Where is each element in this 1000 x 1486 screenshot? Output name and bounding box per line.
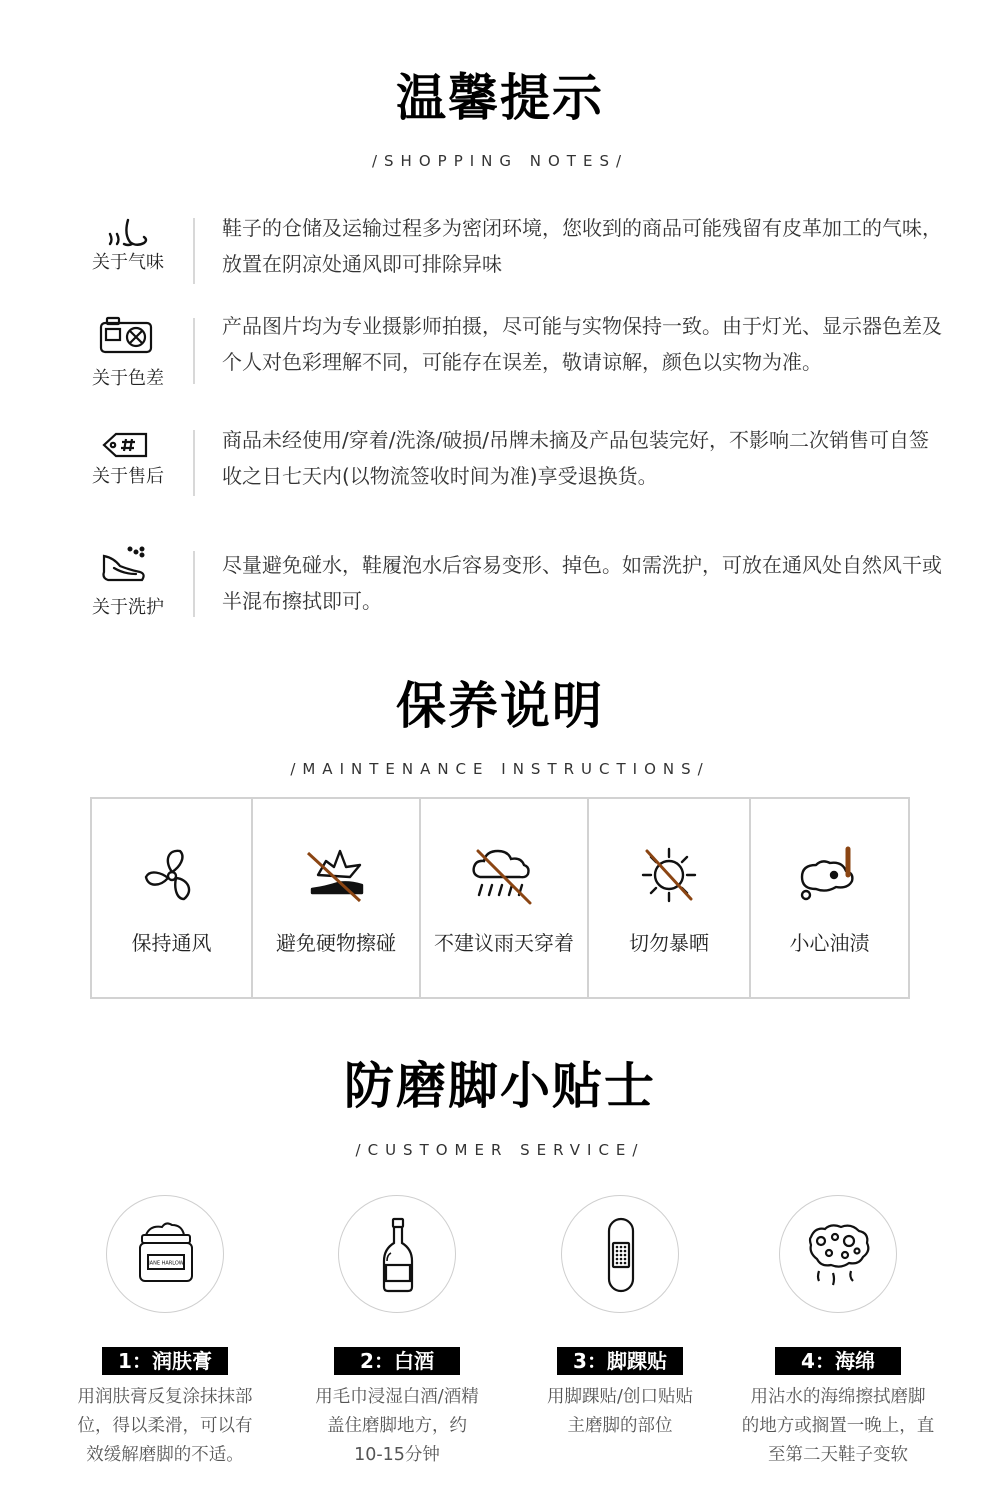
tip-bandage: [505, 1195, 735, 1475]
camera-icon: [98, 314, 154, 354]
divider: [193, 318, 195, 384]
jar-label-text: JANE HARLOW: [148, 1260, 184, 1267]
no-sun-icon: [631, 839, 707, 909]
tip-label: 4：海绵: [775, 1347, 901, 1375]
note-text: 产品图片均为专业摄影师拍摄，尽可能与实物保持一致。由于灯光、显示器色差及个人对色彩理解不同，可能存在误差，敬请谅解，颜色以实物为准。: [222, 314, 942, 374]
tips-title: 防磨脚小贴士: [344, 1057, 656, 1115]
tip-desc: [505, 1383, 735, 1441]
notes-subtitle: /SHOPPING NOTES/: [371, 152, 629, 170]
maintenance-grid: [90, 797, 910, 999]
cream-jar-icon: [126, 1215, 206, 1295]
tip-desc-line: 10-15分钟: [354, 1445, 440, 1465]
maintenance-label: 保持通风: [131, 931, 212, 955]
note-text: 商品未经使用/穿着/洗涤/破损/吊牌未摘及产品包装完好，不影响二次销售可自签收之日七天内(以物流签收时间为准)享受退换货。: [222, 428, 929, 488]
tip-desc-line: 效缓解磨脚的不适。: [86, 1445, 244, 1465]
maintenance-label: 切勿暴晒: [629, 931, 709, 955]
maintenance-item-sun: [589, 799, 749, 997]
sponge-icon: [799, 1215, 879, 1295]
note-label: 关于洗护: [92, 597, 164, 618]
fan-icon: [134, 839, 210, 909]
tip-label: 3：脚踝贴: [557, 1347, 683, 1375]
note-label: 关于售后: [92, 466, 164, 487]
no-hard-object-icon: [298, 839, 374, 909]
tip-desc: [282, 1383, 512, 1470]
maintenance-item-hard-objects: [253, 799, 419, 997]
tip-liquor: [282, 1195, 512, 1475]
note-care: [80, 547, 940, 619]
note-text: 鞋子的仓储及运输过程多为密闭环境，您收到的商品可能残留有皮革加工的气味，放置在阴凉处通风即可排除异味: [222, 216, 942, 276]
tip-label: 2：白酒: [334, 1347, 460, 1375]
tip-desc: [50, 1383, 280, 1470]
tip-desc-line: 的地方或搁置一晚上，直: [741, 1416, 935, 1436]
tip-desc-line: 用沾水的海绵擦拭磨脚: [750, 1387, 926, 1407]
maintenance-label: 避免硬物擦碰: [276, 931, 396, 955]
note-label: 关于色差: [92, 368, 164, 389]
note-after-sales: [80, 426, 940, 498]
tip-desc-line: 至第二天鞋子变软: [768, 1445, 908, 1465]
tip-desc-line: 用脚踝贴/创口贴贴: [547, 1387, 693, 1407]
tip-sponge: [723, 1195, 953, 1475]
tip-desc-line: 主磨脚的部位: [567, 1416, 673, 1436]
no-rain-icon: [466, 839, 542, 909]
note-color: [80, 314, 942, 389]
tip-icon-circle: [106, 1195, 224, 1313]
note-text: 尽量避免碰水，鞋履泡水后容易变形、掉色。如需洗护，可放在通风处自然风干或半混布擦拭即可。: [222, 553, 942, 613]
tip-icon-circle: [779, 1195, 897, 1313]
maintenance-item-oil: [751, 799, 908, 997]
note-smell: [80, 214, 940, 286]
maintenance-label: 不建议雨天穿着: [434, 931, 574, 955]
divider: [193, 218, 195, 284]
maintenance-item-rain: [421, 799, 587, 997]
bottle-icon: [358, 1215, 438, 1295]
tip-icon-circle: [338, 1195, 456, 1313]
maintenance-item-ventilation: [92, 799, 251, 997]
tip-icon-circle: [561, 1195, 679, 1313]
tip-desc-line: 位，得以柔滑，可以有: [77, 1416, 253, 1436]
tip-desc-line: 用润肤膏反复涂抹抹部: [77, 1387, 253, 1407]
maintenance-label: 小心油渍: [789, 931, 870, 955]
notes-title: 温馨提示: [396, 69, 604, 127]
tip-cream: [50, 1195, 280, 1475]
washing-shoe-icon: [98, 546, 154, 586]
tip-desc: [723, 1383, 953, 1470]
tip-label: 1：润肤膏: [102, 1347, 228, 1375]
bandage-icon: [581, 1215, 661, 1295]
divider: [193, 430, 195, 496]
tips-subtitle: /CUSTOMER SERVICE/: [355, 1141, 645, 1159]
tip-desc-line: 用毛巾浸湿白酒/酒精: [315, 1387, 479, 1407]
note-label: 关于气味: [92, 252, 164, 273]
oil-stain-icon: [792, 839, 868, 909]
divider: [193, 551, 195, 617]
maintenance-subtitle: /MAINTENANCE INSTRUCTIONS/: [290, 760, 710, 778]
maintenance-title: 保养说明: [396, 677, 604, 735]
tip-desc-line: 盖住磨脚地方，约: [327, 1416, 467, 1436]
